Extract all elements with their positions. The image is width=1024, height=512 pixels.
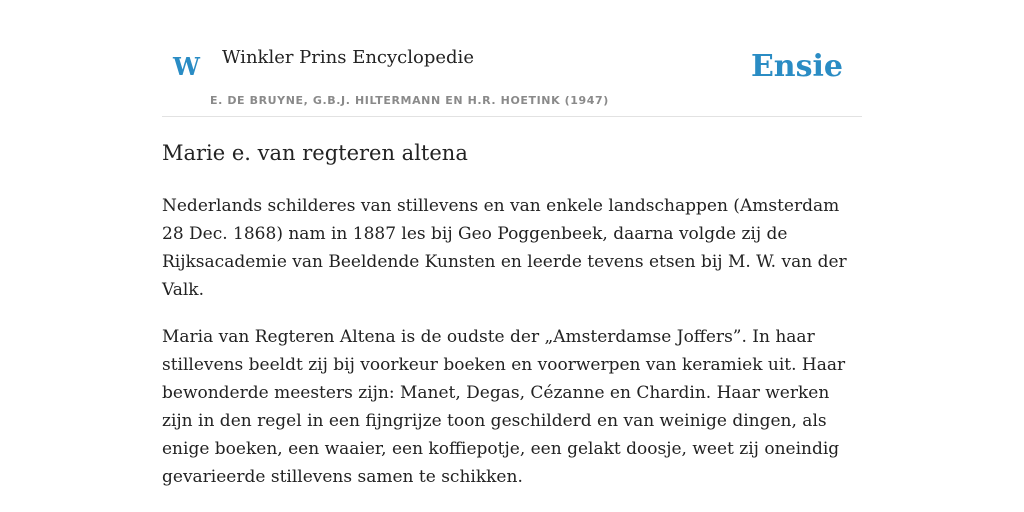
article-paragraph-2: Maria van Regteren Altena is de oudste der „Amsterdamse Joffers”. In haar stillevens beeldt zij bij voorkeur boeken en voorwerpen van keramiek uit. Haar bewonderde meesters zijn: Manet, Degas, Cézanne en Chardin. Haar werken zijn in den regel in een fijngrijze toon geschilderd en van weinige dingen, als enige boeken, een waaier, een koffiepotje, een gelakt doosje, weet zij oneindig gevarieerde stillevens samen te schikken. — [162, 327, 846, 487]
article-title: Marie e. van regteren altena — [162, 141, 468, 165]
article-paragraph-1: Nederlands schilderes van stillevens en van enkele landschappen (Amsterdam 28 Dec. 1868) nam in 1887 les bij Geo Poggenbeek, daarna volgde zij de Rijksacademie van Beeldende Kunsten en leerde tevens etsen bij M. W. van der Valk. — [162, 196, 847, 300]
ensie-logo-link[interactable]: Ensie — [750, 49, 843, 84]
source-header — [162, 0, 862, 117]
article-body — [162, 192, 864, 510]
source-title-link[interactable]: Winkler Prins Encyclopedie — [222, 47, 474, 68]
winkler-prins-logo[interactable]: W — [173, 52, 200, 81]
source-authors: E. DE BRUYNE, G.B.J. HILTERMANN EN H.R. HOETINK (1947) — [210, 94, 609, 107]
page — [162, 0, 862, 512]
